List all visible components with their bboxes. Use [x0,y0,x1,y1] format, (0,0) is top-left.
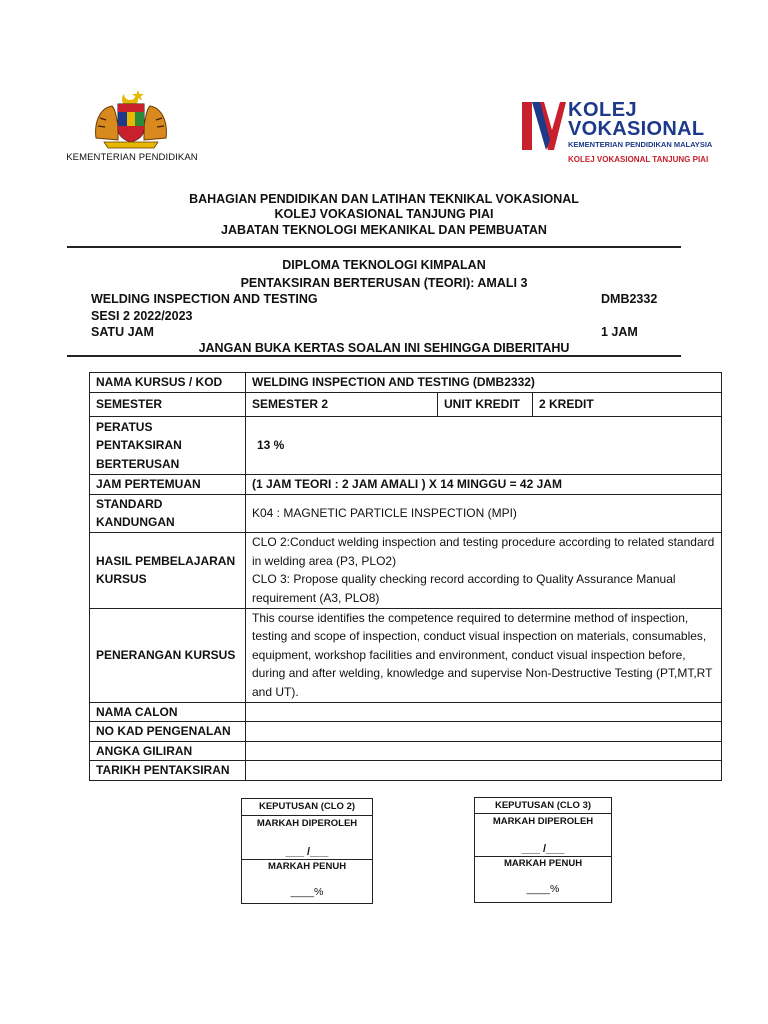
result-box-title: KEPUTUSAN (CLO 3) [475,798,611,814]
index-label: ANGKA GILIRAN [90,741,246,761]
kv-title-line2: VOKASIONAL [568,118,705,140]
table-row [90,373,722,393]
percent-label [90,417,246,475]
percent-label-line2: PENTAKSIRAN [96,438,182,453]
marks-percent[interactable]: ____% [526,883,560,895]
full-marks-label: MARKAH PENUH [503,858,583,869]
kv-title-line1: KOLEJ [568,99,638,121]
course-name: WELDING INSPECTION AND TESTING [91,292,318,306]
date-label: TARIKH PENTAKSIRAN [90,761,246,781]
outcome-value [246,532,722,608]
marks-fraction[interactable]: ___ /___ [285,846,329,858]
table-row [90,722,722,742]
marks-percent[interactable]: ____% [290,886,324,898]
table-row [90,417,722,475]
session: SESI 2 2022/2023 [91,309,193,323]
ministry-caption: KEMENTERIAN PENDIDIKAN [66,152,198,163]
standard-label [90,494,246,532]
percent-label-line1: PERATUS [96,419,153,434]
table-row [90,393,722,417]
exam-warning: JANGAN BUKA KERTAS SOALAN INI SEHINGGA DIBERITAHU [198,341,570,355]
candidate-field[interactable] [246,702,722,722]
header-department: JABATAN TEKNOLOGI MEKANIKAL DAN PEMBUATAN [221,223,547,237]
outcome-clo3: CLO 3: Propose quality checking record according to Quality Assurance Manual requirement (A3, PLO8) [252,572,676,605]
duration-value: 1 JAM [601,325,638,339]
hours-label: JAM PERTEMUAN [90,475,246,495]
index-field[interactable] [246,741,722,761]
full-marks-label: MARKAH PENUH [267,861,347,872]
date-field[interactable] [246,761,722,781]
outcome-label [90,532,246,608]
programme-title: DIPLOMA TEKNOLOGI KIMPALAN [282,258,486,272]
table-row [90,532,722,608]
ministry-logo [62,88,202,168]
percent-label-line3: BERTERUSAN [96,456,180,471]
assessment-title: PENTAKSIRAN BERTERUSAN (TEORI): AMALI 3 [240,276,528,290]
percent-value: 13 % [246,417,722,475]
table-row [90,741,722,761]
result-box-title: KEPUTUSAN (CLO 2) [242,799,372,816]
standard-label-line2: KANDUNGAN [96,515,175,529]
hours-value: (1 JAM TEORI : 2 JAM AMALI ) X 14 MINGGU = 42 JAM [246,475,722,495]
kv-subtitle-college: KOLEJ VOKASIONAL TANJUNG PIAI [568,155,709,164]
result-box-clo2 [241,798,373,904]
kv-emblem-icon [520,100,566,154]
result-box-clo3 [474,797,612,903]
box-divider [242,859,372,860]
box-divider [475,856,611,857]
candidate-label: NAMA CALON [90,702,246,722]
header-college: KOLEJ VOKASIONAL TANJUNG PIAI [274,207,494,221]
divider-top [67,246,681,248]
credit-label: UNIT KREDIT [438,393,533,417]
course-code: DMB2332 [601,292,658,306]
description-value: This course identifies the competence required to determine method of inspection, testing and scope of inspection, conduct visual inspection on materials, consumables, equipment, workshop facilities and environment, conduct visual inspection before, during and after welding, knowledge and supervise Non-Destructive Testing (PT,MT,RT and UT). [246,608,722,702]
standard-label-line1: STANDARD [96,496,163,511]
ic-field[interactable] [246,722,722,742]
course-label: NAMA KURSUS / KOD [90,373,246,393]
outcome-clo2: CLO 2:Conduct welding inspection and testing procedure according to related standard in welding area (P3, PLO2) [252,535,715,568]
description-label: PENERANGAN KURSUS [90,608,246,702]
table-row [90,494,722,532]
table-row [90,475,722,495]
table-row [90,761,722,781]
marks-obtained-label: MARKAH DIPEROLEH [256,818,358,829]
table-row [90,702,722,722]
marks-obtained-label: MARKAH DIPEROLEH [492,816,594,827]
semester-label: SEMESTER [90,393,246,417]
table-row [90,608,722,702]
marks-fraction[interactable]: ___ /___ [521,843,565,855]
coat-of-arms-icon [88,88,174,150]
standard-value: K04 : MAGNETIC PARTICLE INSPECTION (MPI) [246,494,722,532]
course-value: WELDING INSPECTION AND TESTING (DMB2332) [246,373,722,393]
outcome-label-line1: HASIL PEMBELAJARAN [96,553,236,568]
credit-value: 2 KREDIT [533,393,722,417]
divider-bottom [67,355,681,357]
ic-label: NO KAD PENGENALAN [90,722,246,742]
semester-value: SEMESTER 2 [246,393,438,417]
header-division: BAHAGIAN PENDIDIKAN DAN LATIHAN TEKNIKAL VOKASIONAL [189,192,579,206]
kv-subtitle-ministry: KEMENTERIAN PENDIDIKAN MALAYSIA [568,140,713,149]
kolej-vokasional-logo [520,100,720,170]
outcome-label-line2: KURSUS [96,572,147,586]
duration-label: SATU JAM [91,325,154,339]
course-info-table [89,372,722,781]
